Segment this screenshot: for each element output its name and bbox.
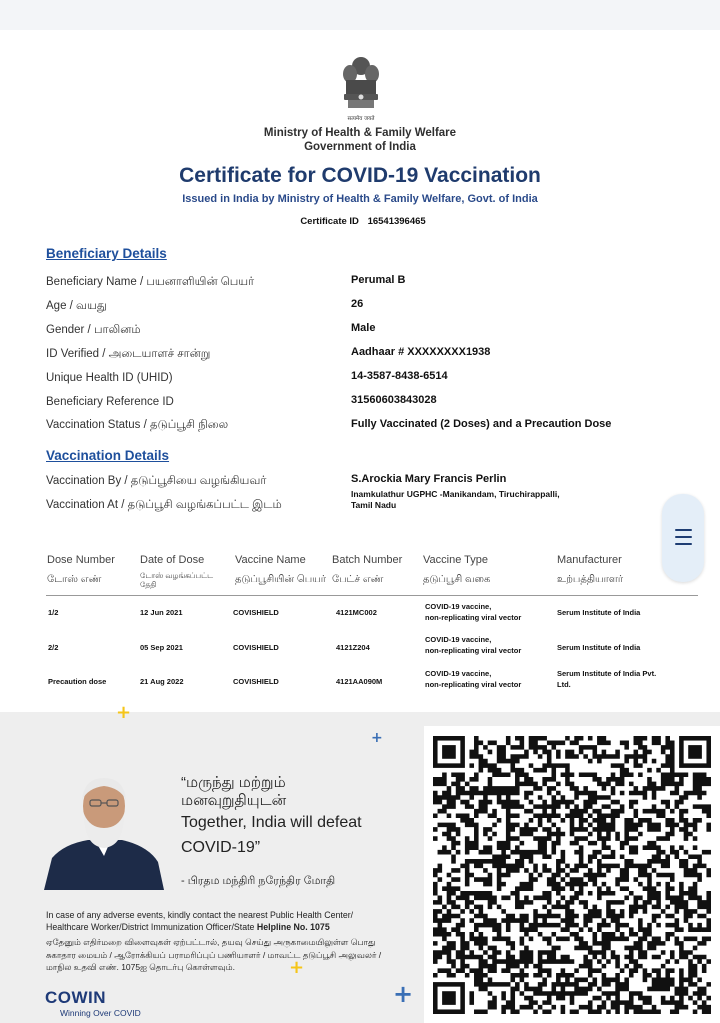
vaccination-at-label: Vaccination At / தடுப்பூசி வழங்கப்பட்ட இடம்	[46, 499, 282, 511]
vaccination-at-line2: Tamil Nadu	[351, 500, 397, 510]
cell-type-line2: non-replicating viral vector	[425, 612, 522, 622]
cell-batch: 4121MC002	[336, 608, 377, 617]
cell-vaccine: COVISHIELD	[233, 643, 279, 652]
cell-manufacturer-line2: Ltd.	[557, 679, 571, 689]
cell-manufacturer	[557, 608, 640, 619]
national-emblem-icon	[336, 54, 386, 126]
cell-type-line2: non-replicating viral vector	[425, 645, 522, 655]
cell-manufacturer-line1: Serum Institute of India	[557, 643, 641, 652]
col-header-dose-number: Dose Number	[47, 554, 115, 566]
quote-tamil-line2: மனவுறுதியுடன்	[181, 792, 287, 809]
vaccination-details-heading: Vaccination Details	[46, 448, 170, 463]
plus-icon: +	[289, 957, 305, 978]
age-label: Age / வயது	[46, 300, 107, 312]
bottom-banner	[0, 702, 720, 1023]
cell-manufacturer-line1: Serum Institute of India	[557, 608, 641, 617]
cell-date: 05 Sep 2021	[140, 643, 183, 652]
certificate-id	[0, 216, 720, 227]
age-value: 26	[351, 298, 364, 310]
menu-button[interactable]	[662, 494, 704, 582]
col-header-batch-ta: பேட்ச் எண்	[332, 574, 384, 585]
cell-dose: Precaution dose	[48, 677, 107, 686]
page-title: Certificate for COVID-19 Vaccination	[179, 164, 541, 187]
cell-manufacturer	[557, 643, 640, 654]
qr-code	[424, 726, 720, 1023]
cell-vaccine: COVISHIELD	[233, 608, 279, 617]
id-verified-value: Aadhaar # XXXXXXXX1938	[351, 346, 491, 358]
cell-type-line1: COVID-19 vaccine,	[425, 669, 492, 678]
col-header-vaccine-name: Vaccine Name	[235, 554, 306, 566]
cell-manufacturer-line1: Serum Institute of India Pvt.	[557, 669, 657, 678]
beneficiary-name-value: Perumal B	[351, 274, 406, 286]
cell-dose: 2/2	[48, 643, 59, 652]
cell-dose: 1/2	[48, 608, 59, 617]
cowin-logo: COWIN	[45, 988, 107, 1007]
quote-attribution: - பிரதம மந்திரி நரேந்திர மோதி	[181, 875, 336, 887]
vaccination-status-label: Vaccination Status / தடுப்பூசி நிலை	[46, 419, 229, 431]
certificate-id-label: Certificate ID	[300, 216, 359, 227]
cell-type-line1: COVID-19 vaccine,	[425, 602, 492, 611]
col-header-batch: Batch Number	[332, 554, 403, 566]
col-header-manufacturer: Manufacturer	[557, 554, 622, 566]
vaccination-at-line1: Inamkulathur UGPHC -Manikandam, Tiruchirappalli,	[351, 489, 560, 499]
emblem-caption: सत्यमेव जयते	[347, 116, 375, 122]
quote-english-line1: Together, India will defeat	[181, 814, 362, 831]
cell-type	[425, 669, 521, 690]
col-header-date: Date of Dose	[140, 554, 205, 566]
cell-type	[425, 635, 521, 656]
vaccination-status-value: Fully Vaccinated (2 Doses) and a Precaution Dose	[351, 418, 612, 430]
cell-batch: 4121Z204	[336, 643, 370, 652]
cell-batch: 4121AA090M	[336, 677, 383, 686]
quote-tamil-line1: “மருந்து மற்றும்	[181, 774, 286, 791]
gender-value: Male	[351, 322, 376, 334]
quote-english	[181, 810, 411, 860]
helpline-line2	[46, 922, 416, 934]
cell-type-line2: non-replicating viral vector	[425, 679, 522, 689]
beneficiary-details-heading: Beneficiary Details	[46, 246, 167, 261]
vaccination-at-value	[351, 489, 611, 511]
col-header-vaccine-name-ta: தடுப்பூசியின் பெயர்	[235, 574, 326, 585]
reference-id-value: 31560603843028	[351, 394, 437, 406]
prime-minister-photo	[44, 770, 164, 890]
table-divider	[46, 595, 698, 596]
quote-tamil	[181, 774, 286, 810]
vaccination-by-label: Vaccination By / தடுப்பூசியை வழங்கியவர்	[46, 475, 267, 487]
certificate-id-value: 16541396465	[367, 216, 426, 227]
vaccination-by-value: S.Arockia Mary Francis Perlin	[351, 473, 507, 485]
helpline-number: Helpline No. 1075	[256, 921, 330, 932]
cowin-tagline: Winning Over COVID	[60, 1008, 141, 1018]
col-header-vaccine-type: Vaccine Type	[423, 554, 489, 566]
helpline-ta-line2: சுகாதார மையம் / ஆரோக்கியப் பராமரிப்புப் பணியாளர் / மாவட்ட தடுப்பூசி அலுவலர் /	[46, 949, 382, 960]
cell-vaccine: COVISHIELD	[233, 677, 279, 686]
col-header-vaccine-type-ta: தடுப்பூசி வகை	[423, 574, 491, 585]
reference-id-label: Beneficiary Reference ID	[46, 396, 174, 408]
ministry-name: Ministry of Health & Family Welfare	[263, 127, 457, 139]
beneficiary-name-label: Beneficiary Name / பயனாளியின் பெயர்	[46, 276, 255, 288]
helpline-ta-line3: மாநில உதவி எண். 1075ஐ தொடர்பு கொள்ளவும்.	[46, 962, 235, 972]
quote-english-line2: COVID-19”	[181, 839, 261, 856]
plus-icon: +	[116, 702, 132, 723]
uhid-label: Unique Health ID (UHID)	[46, 372, 173, 384]
helpline-text	[46, 910, 416, 933]
helpline-ta-line1: ஏதேனும் எதிர்மறை விளைவுகள் ஏற்பட்டால், தயவு செய்து அருகாமையிலுள்ள பொது	[46, 937, 376, 947]
helpline-text-tamil	[46, 936, 401, 974]
col-header-date-ta: டோஸ் வழங்கப்பட்ட தேதி	[140, 571, 214, 589]
cell-manufacturer	[557, 669, 656, 690]
col-header-dose-number-ta: டோஸ் எண்	[47, 574, 102, 585]
cell-type	[425, 602, 521, 623]
certificate-page	[0, 30, 720, 1023]
plus-icon: +	[393, 980, 414, 1008]
col-header-manufacturer-ta: உற்பத்தியாளர்	[557, 574, 624, 585]
qr-code-icon	[433, 736, 711, 1014]
uhid-value: 14-3587-8438-6514	[351, 370, 448, 382]
helpline-line2-prefix: Healthcare Worker/District Immunization Officer/State	[46, 921, 257, 932]
cell-type-line1: COVID-19 vaccine,	[425, 635, 492, 644]
gender-label: Gender / பாலினம்	[46, 324, 141, 336]
cell-date: 21 Aug 2022	[140, 677, 184, 686]
issued-by: Issued in India by Ministry of Health & Family Welfare, Govt. of India	[182, 193, 538, 205]
helpline-line1: In case of any adverse events, kindly contact the nearest Public Health Center/	[46, 910, 354, 920]
government-name: Government of India	[304, 141, 416, 153]
cell-date: 12 Jun 2021	[140, 608, 183, 617]
plus-icon: +	[371, 730, 383, 746]
id-verified-label: ID Verified / அடையாளச் சான்று	[46, 348, 211, 360]
